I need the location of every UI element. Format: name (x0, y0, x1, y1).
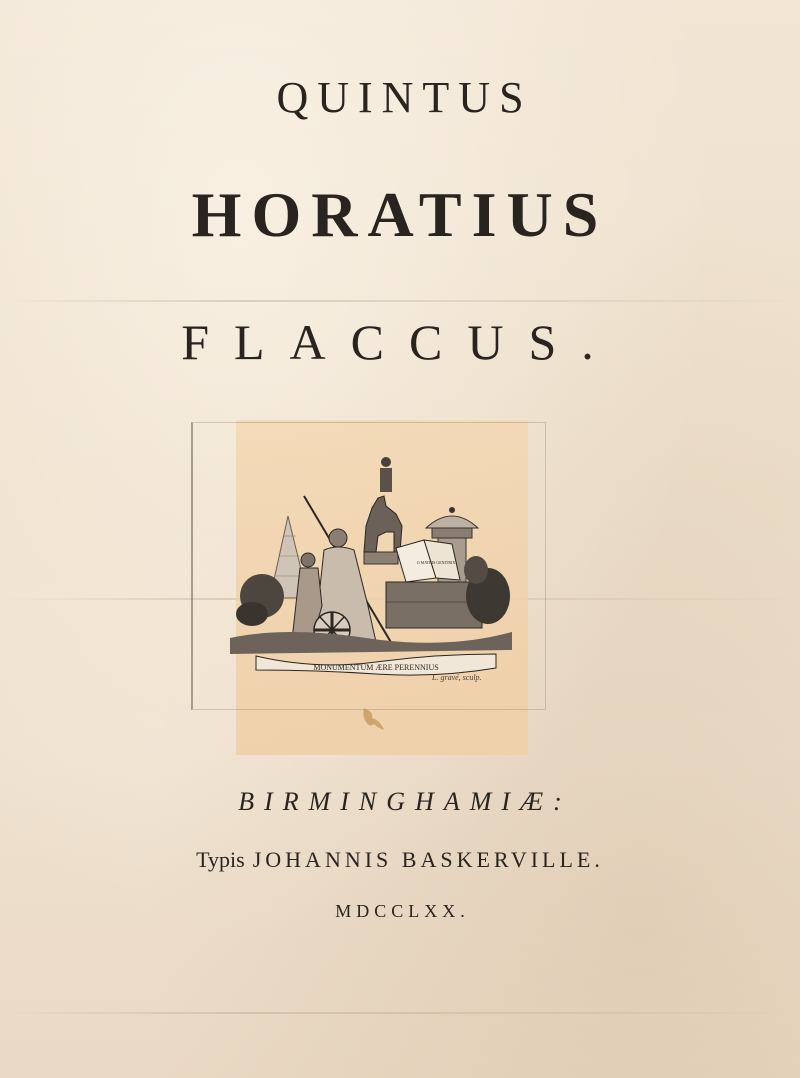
book-inscription-text: O MATRIS GENITRIX (416, 560, 456, 565)
banner-motto-text: MONUMENTUM ÆRE PERENNIUS (313, 663, 439, 672)
foxing-stain (360, 706, 390, 736)
title-line-quintus: QUINTUS (276, 73, 533, 122)
paper-fold-line (0, 300, 800, 302)
imprint-year: MDCCLXX. (335, 901, 470, 921)
vignette-text-layer (226, 456, 516, 682)
engraver-signature: L. gravé, sculp. (432, 673, 482, 682)
imprint-printer-name: JOHANNIS BASKERVILLE. (252, 847, 604, 872)
paper-fold-line (0, 1012, 800, 1014)
imprint-city: BIRMINGHAMIÆ: (238, 787, 572, 816)
imprint-typis: Typis (196, 847, 245, 872)
title-line-flaccus: FLACCUS. (181, 314, 619, 370)
imprint-printer-line (0, 847, 800, 873)
title-line-horatius: HORATIUS (191, 179, 609, 250)
